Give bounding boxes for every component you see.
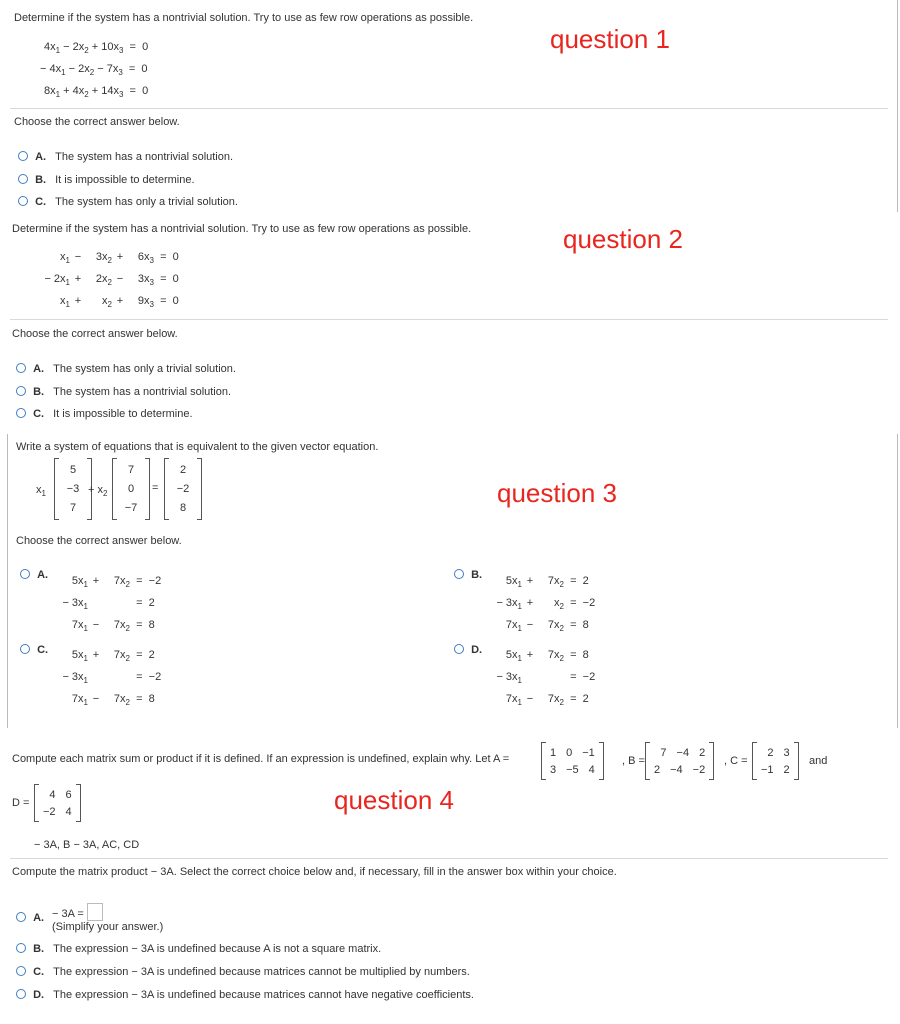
- q2-option-a[interactable]: A. The system has only a trivial solution.: [16, 363, 236, 375]
- q2-option-c[interactable]: C. It is impossible to determine.: [16, 408, 193, 420]
- q3-prompt: Write a system of equations that is equivalent to the given vector equation.: [16, 441, 379, 453]
- vector-3: 2 −2 8: [164, 458, 202, 520]
- radio-button[interactable]: [20, 644, 30, 654]
- q1-prompt: Determine if the system has a nontrivial solution. Try to use as few row operations as possible.: [14, 12, 474, 24]
- matrix-d: 4 6 −2 4: [34, 784, 81, 822]
- q2-option-b[interactable]: B. The system has a nontrivial solution.: [16, 386, 231, 398]
- q4-option-c[interactable]: C. The expression − 3A is undefined because matrices cannot be multiplied by numbers.: [16, 966, 470, 978]
- radio-button[interactable]: [16, 966, 26, 976]
- q3-option-d[interactable]: D.: [454, 644, 482, 656]
- d-label: D =: [12, 797, 30, 809]
- q2-prompt: Determine if the system has a nontrivial solution. Try to use as few row operations as possible.: [12, 223, 472, 235]
- matrix-b: 7 −4 2 2 −4 −2: [645, 742, 714, 780]
- matrix-a: 1 0 −1 3 −5 4: [541, 742, 604, 780]
- c-label: , C =: [724, 755, 748, 767]
- q4-prompt: Compute each matrix sum or product if it is defined. If an expression is undefined, explain why. Let A =: [12, 753, 510, 765]
- q4-option-b[interactable]: B. The expression − 3A is undefined because A is not a square matrix.: [16, 943, 381, 955]
- q1-choose-label: Choose the correct answer below.: [14, 116, 180, 128]
- q3-option-a[interactable]: A.: [20, 569, 48, 581]
- q3-option-b[interactable]: B.: [454, 569, 482, 581]
- q1-option-b[interactable]: B. It is impossible to determine.: [18, 174, 195, 186]
- q2-choose-label: Choose the correct answer below.: [12, 328, 178, 340]
- question-3-label: question 3: [497, 478, 617, 508]
- radio-button[interactable]: [16, 989, 26, 999]
- radio-button[interactable]: [454, 569, 464, 579]
- q3-option-c[interactable]: C.: [20, 644, 48, 656]
- expressions-list: − 3A, B − 3A, AC, CD: [34, 839, 140, 851]
- q3-choose-label: Choose the correct answer below.: [16, 535, 182, 547]
- vector-2: 7 0 −7: [112, 458, 150, 520]
- q4-compute-prompt: Compute the matrix product − 3A. Select the correct choice below and, if necessary, fill in the answer box within your choice.: [12, 866, 617, 878]
- q1-option-a[interactable]: A. The system has a nontrivial solution.: [18, 151, 233, 163]
- q1-option-c[interactable]: C. The system has only a trivial solution.: [18, 196, 238, 208]
- q4-option-d[interactable]: D. The expression − 3A is undefined because matrices cannot have negative coefficients.: [16, 989, 474, 1001]
- radio-button[interactable]: [16, 408, 26, 418]
- q4-option-a-hint: (Simplify your answer.): [52, 921, 164, 933]
- question-2-label: question 2: [563, 224, 683, 254]
- radio-button[interactable]: [20, 569, 30, 579]
- vector-1: 5 −3 7: [54, 458, 92, 520]
- divider: [10, 858, 888, 859]
- divider: [10, 108, 888, 109]
- matrix-c: 2 3 −1 2: [752, 742, 799, 780]
- question-1-label: question 1: [550, 24, 670, 54]
- and-label: and: [809, 755, 828, 767]
- radio-button[interactable]: [16, 912, 26, 922]
- frame-edge: [7, 434, 8, 728]
- radio-button[interactable]: [18, 196, 28, 206]
- q4-option-a[interactable]: A.: [16, 912, 44, 924]
- radio-button[interactable]: [16, 943, 26, 953]
- radio-button[interactable]: [18, 174, 28, 184]
- question-4-label: question 4: [334, 785, 454, 815]
- radio-button[interactable]: [18, 151, 28, 161]
- radio-button[interactable]: [16, 363, 26, 373]
- q4-option-a-expression: − 3A =: [52, 903, 103, 921]
- radio-button[interactable]: [16, 386, 26, 396]
- frame-edge: [897, 434, 898, 728]
- b-label: , B =: [622, 755, 645, 767]
- answer-input[interactable]: [87, 903, 103, 921]
- radio-button[interactable]: [454, 644, 464, 654]
- frame-edge: [897, 0, 898, 212]
- divider: [10, 319, 888, 320]
